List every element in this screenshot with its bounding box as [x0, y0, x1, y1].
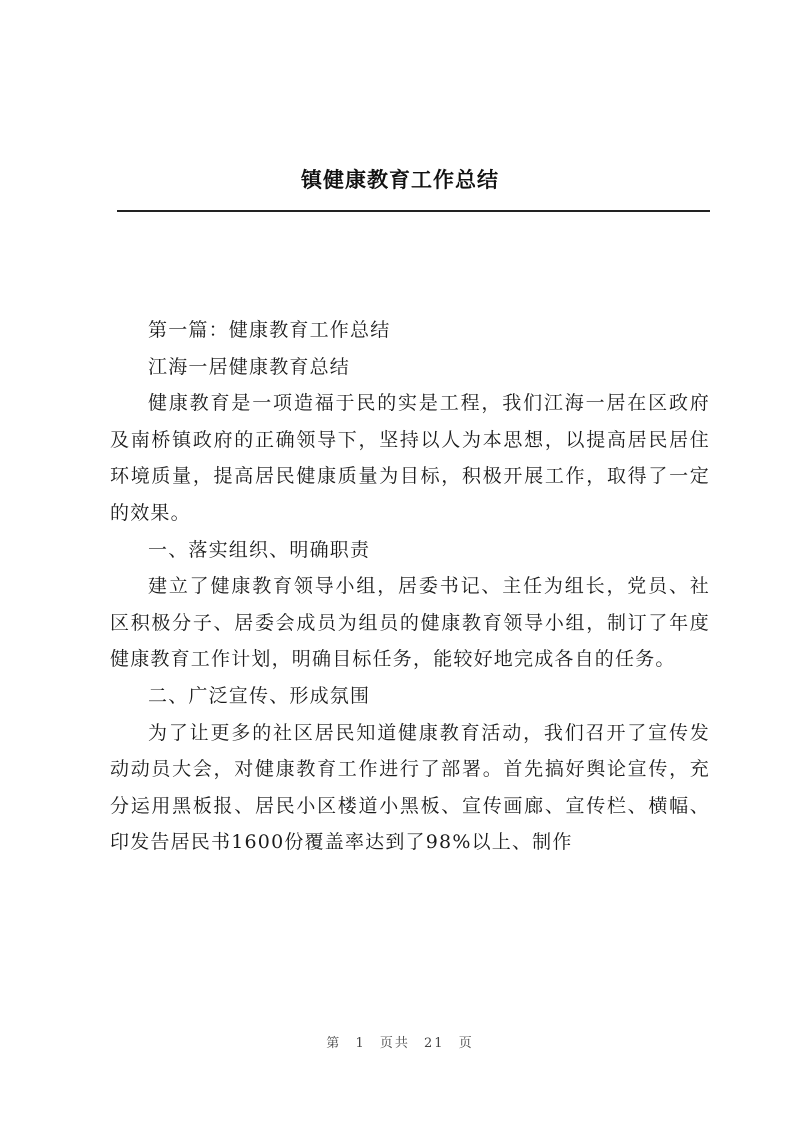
document-body — [110, 312, 710, 861]
document-title: 镇健康教育工作总结 — [301, 168, 499, 192]
page-footer — [0, 1032, 800, 1051]
section-heading-1: 第一篇：健康教育工作总结 — [148, 319, 391, 341]
footer-prefix: 第 — [326, 1036, 342, 1051]
paragraph-organization: 建立了健康教育领导小组，居委书记、主任为组长，党员、社区积极分子、居委会成员为组员的健康教育领导小组，制订了年度健康教育工作计划，明确目标任务，能较好地完成各自的任务。 — [110, 575, 710, 671]
title-divider — [117, 210, 710, 212]
footer-total-pages: 21 — [424, 1036, 445, 1051]
footer-page-number: 1 — [355, 1036, 366, 1051]
paragraph-publicity: 为了让更多的社区居民知道健康教育活动，我们召开了宣传发动动员大会，对健康教育工作进行了部署。首先搞好舆论宣传，充分运用黑板报、居民小区楼道小黑板、宣传画廊、宣传栏、横幅、印发告居民书1600份覆盖率达到了98%以上、制作 — [110, 721, 710, 854]
paragraph-intro: 健康教育是一项造福于民的实是工程，我们江海一居在区政府及南桥镇政府的正确领导下，坚持以人为本思想，以提高居民居住环境质量，提高居民健康质量为目标，积极开展工作，取得了一定的效果。 — [110, 392, 710, 524]
section-heading-organization: 一、落实组织、明确职责 — [148, 538, 371, 561]
footer-suffix: 页 — [458, 1036, 474, 1051]
footer-middle: 页共 — [379, 1036, 410, 1051]
subtitle: 江海一居健康教育总结 — [148, 355, 351, 378]
section-heading-publicity: 二、广泛宣传、形成氛围 — [148, 684, 371, 707]
